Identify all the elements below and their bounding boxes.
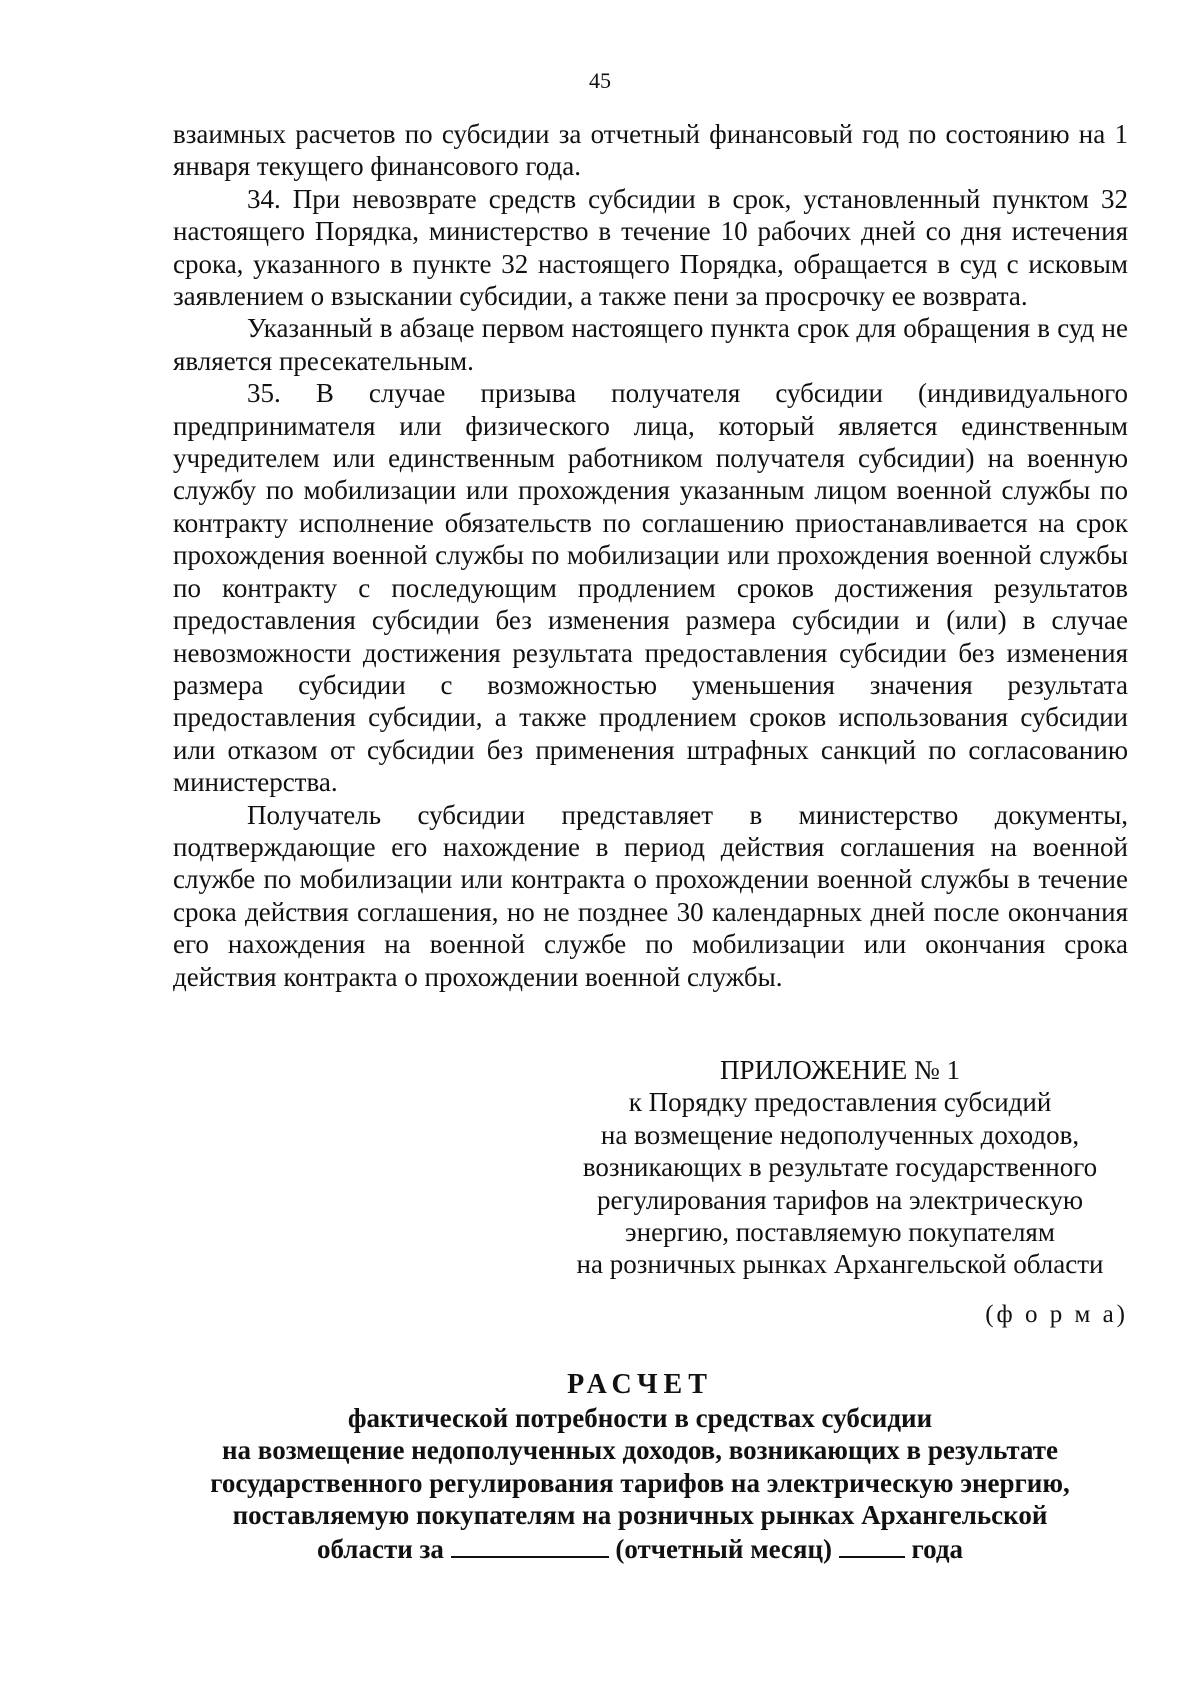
form-title-line: поставляемую покупателям на розничных рынках Архангельской bbox=[232, 1500, 1048, 1530]
form-title-line: фактической потребности в средствах субсидии bbox=[347, 1402, 933, 1433]
paragraph-34-note: Указанный в абзаце первом настоящего пункта срок для обращения в суд не является пресекательным. bbox=[173, 313, 1128, 376]
period-prefix: области за bbox=[316, 1533, 444, 1564]
form-title-line: на возмещение недополученных доходов, возникающих в результате bbox=[222, 1435, 1058, 1465]
period-suffix: года bbox=[911, 1533, 964, 1564]
form-note: (ф о р м а) bbox=[985, 1301, 1128, 1328]
paragraph-34: 34. При невозврате средств субсидии в срок, установленный пунктом 32 настоящего Порядка, министерство в течение 10 рабочих дней со дня истечения срока, указанного в пункте 32 настоящего Порядка, обращается в суд с исковым заявлением о взыскании субсидии, а также пени за просрочку ее возврата. bbox=[173, 183, 1128, 312]
body-text bbox=[173, 118, 1128, 993]
year-blank-field bbox=[839, 1532, 905, 1558]
appendix-heading: ПРИЛОЖЕНИЕ № 1 bbox=[719, 1055, 961, 1085]
form-title-last-line bbox=[100, 1532, 1180, 1566]
appendix-header bbox=[560, 1054, 1120, 1281]
paragraph-35-recipient: Получатель субсидии представляет в министерство документы, подтверждающие его нахождение в период действия соглашения на военной службе по мобилизации или контракта о прохождении военной службы в течение срока действия соглашения, но не позднее 30 календарных дней после окончания его нахождения на военной службе по мобилизации или окончания срока действия контракта о прохождении военной службы. bbox=[173, 799, 1128, 992]
appendix-line: возникающих в результате государственного bbox=[582, 1152, 1098, 1183]
appendix-line: к Порядку предоставления субсидий bbox=[628, 1087, 1052, 1118]
appendix-line: на розничных рынках Архангельской области bbox=[576, 1249, 1104, 1280]
appendix-line: энергию, поставляемую покупателям bbox=[625, 1217, 1055, 1248]
page-number: 45 bbox=[589, 68, 611, 93]
month-blank-field bbox=[451, 1532, 609, 1558]
form-title-line: государственного регулирования тарифов на электрическую энергию, bbox=[210, 1467, 1070, 1498]
appendix-line: на возмещение недополученных доходов, bbox=[600, 1119, 1080, 1150]
form-main-title: РАСЧЕТ bbox=[567, 1369, 713, 1400]
paragraph-35: 35. В случае призыва получателя субсидии (индивидуального предпринимателя или физического лица, который является единственным учредителем или единственным работником получателя субсидии) на военную службу по мобилизации или прохождения указанным лицом военной службы по контракту исполнение обязательств по соглашению приостанавливается на срок прохождения военной службы по мобилизации или прохождения военной службы по контракту с последующим продлением сроков достижения результатов предоставления субсидии без изменения размера субсидии и (или) в случае невозможности достижения результата предоставления субсидии без изменения размера субсидии с возможностью уменьшения значения результата предоставления субсидии, а также продлением сроков использования субсидии или отказом от субсидии без применения штрафных санкций по согласованию министерства. bbox=[173, 378, 1128, 798]
appendix-line: регулирования тарифов на электрическую bbox=[597, 1184, 1083, 1215]
period-month-label: (отчетный месяц) bbox=[615, 1533, 833, 1564]
paragraph-continuation: взаимных расчетов по субсидии за отчетный финансовый год по состоянию на 1 января текущего финансового года. bbox=[173, 119, 1128, 182]
form-title bbox=[100, 1369, 1180, 1565]
